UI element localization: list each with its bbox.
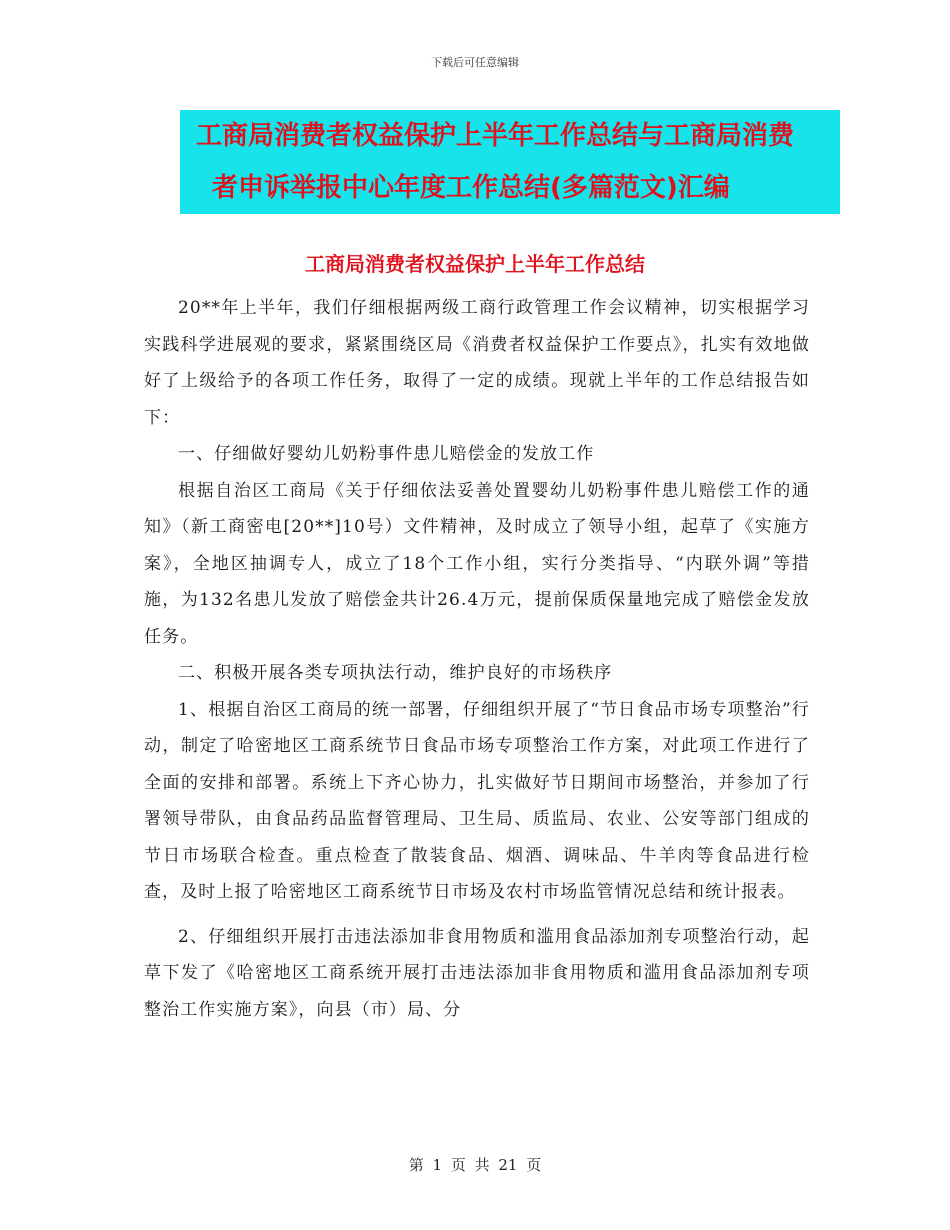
- document-title: [180, 110, 840, 214]
- paragraph-item-1: 1、根据自治区工商局的统一部署，仔细组织开展了“节日食品市场专项整治”行动，制定了哈密地区工商系统节日食品市场专项整治工作方案，对此项工作进行了全面的安排和部署。系统上下齐心协力，扎实做好节日期间市场整治，并参加了行署领导带队，由食品药品监督管理局、卫生局、质监局、农业、公安等部门组成的节日市场联合检查。重点检查了散装食品、烟酒、调味品、牛羊肉等食品进行检查，及时上报了哈密地区工商系统节日市场及农村市场监管情况总结和统计报表。: [144, 699, 810, 902]
- title-line-1: 工商局消费者权益保护上半年工作总结与工商局消费: [196, 121, 795, 151]
- section-heading: 工商局消费者权益保护上半年工作总结: [305, 252, 645, 276]
- body-text: [144, 290, 810, 1028]
- paragraph-heading-2: 二、积极开展各类专项执法行动，维护良好的市场秩序: [178, 663, 613, 683]
- paragraph-intro: 20**年上半年，我们仔细根据两级工商行政管理工作会议精神，切实根据学习实践科学进展观的要求，紧紧围绕区局《消费者权益保护工作要点》，扎实有效地做好了上级给予的各项工作任务，取得了一定的成绩。现就上半年的工作总结报告如下：: [144, 298, 810, 428]
- title-line-2: 者申诉举报中心年度工作总结(多篇范文)汇编: [212, 173, 730, 203]
- paragraph-heading-1: 一、仔细做好婴幼儿奶粉事件患儿赔偿金的发放工作: [178, 444, 595, 464]
- page-footer: 第 1 页 共 21 页: [408, 1156, 542, 1174]
- paragraph-compensation: 根据自治区工商局《关于仔细依法妥善处置婴幼儿奶粉事件患儿赔偿工作的通知》（新工商密电[20**]10号）文件精神，及时成立了领导小组，起草了《实施方案》，全地区抽调专人，成立了18个工作小组，实行分类指导、“内联外调”等措施，为132名患儿发放了赔偿金共计26.4万元，提前保质保量地完成了赔偿金发放任务。: [144, 480, 810, 647]
- header-note: 下载后可任意编辑: [431, 56, 519, 69]
- paragraph-item-2: 2、仔细组织开展打击违法添加非食用物质和滥用食品添加剂专项整治行动，起草下发了《哈密地区工商系统开展打击违法添加非食用物质和滥用食品添加剂专项整治工作实施方案》，向县（市）局、分: [144, 926, 810, 1020]
